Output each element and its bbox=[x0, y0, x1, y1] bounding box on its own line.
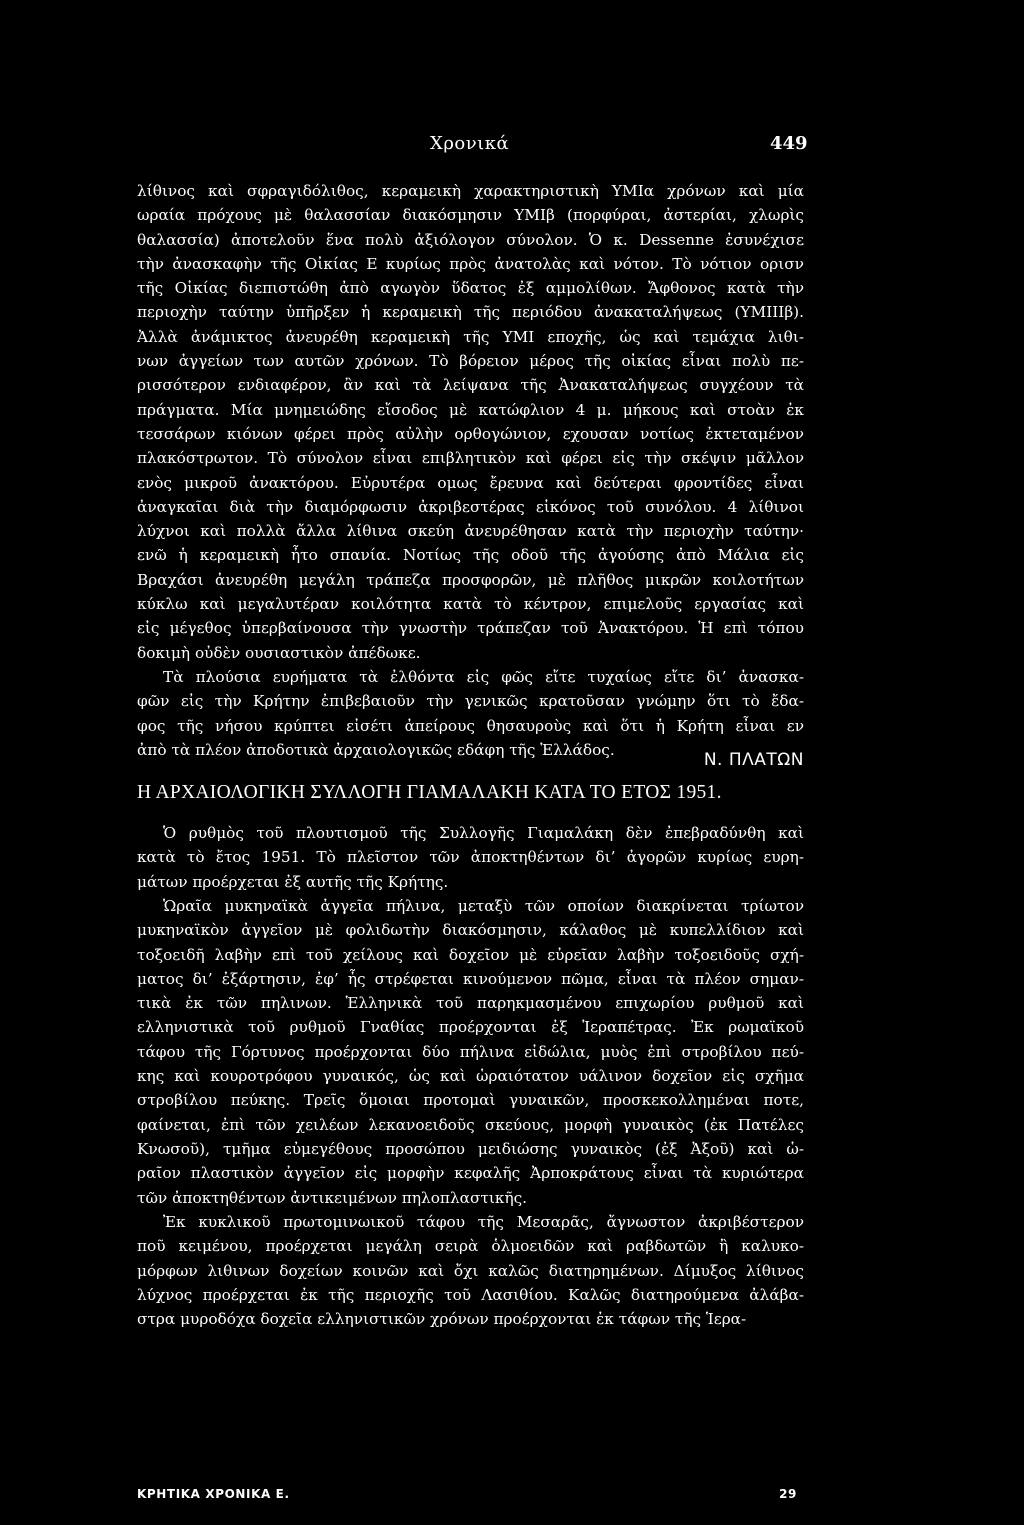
text-line: ἀναγκαῖαι διὰ τὴν διαμόρφωσιν ἀκριβεστέρας εἰκόνος τοῦ συνόλου. 4 λίθινοι bbox=[137, 497, 804, 516]
text-line: ενῶ ἡ κεραμεικὴ ἦτο σπανία. Νοτίως τῆς οδοῦ τῆς ἀγούσης ἀπὸ Μάλια εἰς bbox=[137, 546, 804, 565]
paragraph-4 bbox=[137, 894, 804, 1210]
text-line: μυκηναϊκὸν ἀγγεῖον μὲ φολιδωτὴν διακόσμησιν, κάλαθος μὲ κυπελλίδιον καὶ bbox=[137, 921, 804, 940]
text-line: ωραία πρόχους μὲ θαλασσίαν διακόσμησιν ΥΜΙβ (πορφύραι, ἀστερίαι, χλωρὶς bbox=[137, 206, 804, 225]
text-line: ελληνιστικὰ τοῦ ρυθμοῦ Γναθίας προέρχονται ἐξ Ἱεραπέτρας. Ἐκ ρωμαϊκοῦ bbox=[137, 1018, 804, 1037]
text-line: εἰς μέγεθος ὑπερβαίνουσα τὴν γνωστὴν τράπεζαν τοῦ Ἀνακτόρου. Ἡ επὶ τόπου bbox=[137, 619, 804, 638]
text-line: περιοχὴν ταύτην ὑπῆρξεν ἡ κεραμεικὴ τῆς περιόδου ἀνακαταλήψεως (ΥΜΙΙΙβ). bbox=[137, 303, 804, 322]
text-line: φῶν εἰς τὴν Κρήτην ἐπιβεβαιοῦν τὴν γενικῶς κρατοῦσαν γνώμην ὅτι τὸ ἔδα- bbox=[137, 692, 804, 711]
text-line: Τὰ πλούσια ευρήματα τὰ ἐλθόντα εἰς φῶς εἴτε τυχαίως εἴτε δι’ ἀνασκα- bbox=[163, 668, 804, 686]
text-line: θαλασσία) ἀποτελοῦν ἕνα πολὺ ἀξιόλογον σύνολον. Ὁ κ. Dessenne ἐσυνέχισε bbox=[137, 230, 804, 249]
text-line: ματος δι’ ἐξάρτησιν, ἐφ’ ἧς στρέφεται κινούμενον πῶμα, εἶναι τὰ πλέον σημαν- bbox=[137, 969, 804, 988]
page-header bbox=[0, 133, 1024, 163]
text-line: Ὁ ρυθμὸς τοῦ πλουτισμοῦ τῆς Συλλογῆς Γιαμαλάκη δὲν ἐπεβραδύνθη καὶ bbox=[163, 824, 804, 842]
page-number: 449 bbox=[770, 133, 808, 154]
journal-name: ΚΡΗΤΙΚΑ ΧΡΟΝΙΚΑ Ε. bbox=[137, 1487, 290, 1501]
text-line: δοκιμὴ οὐδὲν ουσιαστικὸν ἀπέδωκε. bbox=[137, 643, 421, 662]
text-line: Ὡραῖα μυκηναϊκὰ ἀγγεῖα πήλινα, μεταξὺ τῶν οποίων διακρίνεται τρίωτον bbox=[163, 897, 804, 915]
text-line: τῆς Οἰκίας διεπιστώθη ἀπὸ αγωγὸν ὕδατος ἐξ αμμολίθων. Ἄφθονος κατὰ τὴν bbox=[137, 279, 804, 298]
signature-mark: 29 bbox=[779, 1487, 797, 1501]
text-line: ἀπὸ τὰ πλέον ἀποδοτικὰ ἀρχαιολογικῶς εδάφη τῆς Ἑλλάδος. bbox=[137, 740, 615, 759]
text-line: Ἐκ κυκλικοῦ πρωτομινωικοῦ τάφου τῆς Μεσαρᾶς, ἄγνωστον ἀκριβέστερον bbox=[163, 1213, 804, 1231]
text-line: τὴν ἀνασκαφὴν τῆς Οἰκίας Ε κυρίως πρὸς ἀνατολὰς καὶ νότον. Τὸ νότιον ορισν bbox=[137, 254, 804, 273]
text-line: ρισσότερον ενδιαφέρον, ἂν καὶ τὰ λείψανα τῆς Ἀνακαταλήψεως συγχέουν τὰ bbox=[137, 376, 804, 395]
text-line: ποῦ κειμένου, προέρχεται μεγάλη σειρὰ ὁλμοειδῶν καὶ ραβδωτῶν ἢ καλυκο- bbox=[137, 1237, 804, 1256]
text-line: φαίνεται, ἐπὶ τῶν χειλέων λεκανοειδοῦς σκεύους, μορφὴ γυναικὸς (ἐκ Πατέλες bbox=[137, 1115, 804, 1134]
text-line: κης καὶ κουροτρόφου γυναικός, ὡς καὶ ὡραιότατον υάλινον δοχεῖον εἰς σχῆμα bbox=[137, 1067, 804, 1086]
text-line: τῶν ἀποκτηθέντων ἀντικειμένων πηλοπλαστικῆς. bbox=[137, 1188, 528, 1207]
text-line: Ἀλλὰ ἀνάμικτος ἀνευρέθη κεραμεικὴ τῆς ΥΜΙ εποχῆς, ὡς καὶ τεμάχια λιθι- bbox=[137, 327, 804, 346]
text-line: Βραχάσι ἀνευρέθη μεγάλη τράπεζα προσφορῶν, μὲ πλῆθος μικρῶν κοιλοτήτων bbox=[137, 570, 804, 589]
text-line: ενὸς μικροῦ ἀνακτόρου. Εὐρυτέρα ομως ἔρευνα καὶ δεύτεραι φροντίδες εἶναι bbox=[137, 473, 804, 492]
text-line: τεσσάρων κιόνων φέρει πρὸς αὐλὴν ορθογώνιον, εχουσαν νοτίως ἐκτεταμένον bbox=[137, 424, 804, 443]
running-title: Χρονικά bbox=[430, 133, 510, 154]
text-line: στροβίλου πεύκης. Τρεῖς ὅμοιαι προτομαὶ γυναικῶν, προσκεκολλημέναι ποτε, bbox=[137, 1091, 804, 1110]
text-line: ραῖον πλαστικὸν ἀγγεῖον εἰς μορφὴν κεφαλῆς Ἀρποκράτους εἶναι τὰ κυριώτερα bbox=[137, 1164, 804, 1183]
paragraph-3 bbox=[137, 821, 804, 894]
text-line: μάτων προέρχεται ἐξ αυτῆς τῆς Κρήτης. bbox=[137, 872, 449, 891]
text-line: πράγματα. Μία μνημειώδης εἴσοδος μὲ κατώφλιον 4 μ. μήκους καὶ στοὰν ἐκ bbox=[137, 400, 804, 419]
text-line: λύχνος προέρχεται ἐκ τῆς περιοχῆς τοῦ Λασιθίου. Καλῶς διατηρούμενα ἀλάβα- bbox=[137, 1285, 804, 1304]
paragraph-1 bbox=[137, 179, 804, 665]
text-line: τοξοειδῆ λαβὴν επὶ τοῦ χείλους καὶ δοχεῖον μὲ εὐρεῖαν λαβὴν τοξοειδοῦς σχή- bbox=[137, 945, 804, 964]
text-line: λύχνοι καὶ πολλὰ ἄλλα λίθινα σκεύη ἀνευρέθησαν κατὰ τὴν περιοχὴν ταύτην· bbox=[137, 522, 804, 541]
text-line: νων ἀγγείων των αυτῶν χρόνων. Τὸ βόρειον μέρος τῆς οἰκίας εἶναι πολὺ πε- bbox=[137, 352, 804, 371]
page-footer bbox=[137, 1487, 797, 1509]
text-line: στρα μυροδόχα δοχεῖα ελληνιστικῶν χρόνων προέρχονται ἐκ τάφων τῆς Ἱερα- bbox=[137, 1310, 747, 1329]
text-line: λίθινος καὶ σφραγιδόλιθος, κεραμεικὴ χαρακτηριστικὴ ΥΜΙα χρόνων καὶ μία bbox=[137, 182, 804, 200]
section-title: Η ΑΡΧΑΙΟΛΟΓΙΚΗ ΣΥΛΛΟΓΗ ΓΙΑΜΑΛΑΚΗ ΚΑΤΑ ΤΟ ΕΤΟΣ 1951. bbox=[137, 782, 722, 803]
paragraph-2 bbox=[137, 665, 804, 762]
text-line: τάφου τῆς Γόρτυνος προέρχονται δύο πήλινα εἰδώλια, μυὸς ἐπὶ στροβίλου πεύ- bbox=[137, 1042, 804, 1061]
text-line: φος τῆς νήσου κρύπτει εἰσέτι ἀπείρους θησαυροὺς καὶ ὅτι ἡ Κρήτη εἶναι εν bbox=[137, 716, 804, 735]
text-line: πλακόστρωτον. Τὸ σύνολον εἶναι επιβλητικὸν καὶ φέρει εἰς τὴν σκέψιν μᾶλλον bbox=[137, 449, 804, 468]
text-line: Κνωσοῦ), τμῆμα εὐμεγέθους προσώπου μειδιώσης γυναικὸς (ἐξ Ἀξοῦ) καὶ ὡ- bbox=[137, 1139, 804, 1158]
text-line: κύκλω καὶ μεγαλυτέραν κοιλότητα κατὰ τὸ κέντρον, επιμελοῦς εργασίας καὶ bbox=[137, 595, 804, 614]
author-signature: Ν. ΠΛΑΤΩΝ bbox=[703, 750, 804, 770]
text-line: μόρφων λιθινων δοχείων κοινῶν καὶ ὄχι καλῶς διατηρημένων. Δίμυξος λίθινος bbox=[137, 1261, 804, 1280]
text-line: κατὰ τὸ ἔτος 1951. Τὸ πλεῖστον τῶν ἀποκτηθέντων δι’ ἀγορῶν κυρίως ευρη- bbox=[137, 848, 804, 867]
text-line: τικὰ ἐκ τῶν πηλινων. Ἑλληνικὰ τοῦ παρηκμασμένου επιχωρίου ρυθμοῦ καὶ bbox=[137, 994, 804, 1013]
paragraph-5 bbox=[137, 1210, 804, 1331]
